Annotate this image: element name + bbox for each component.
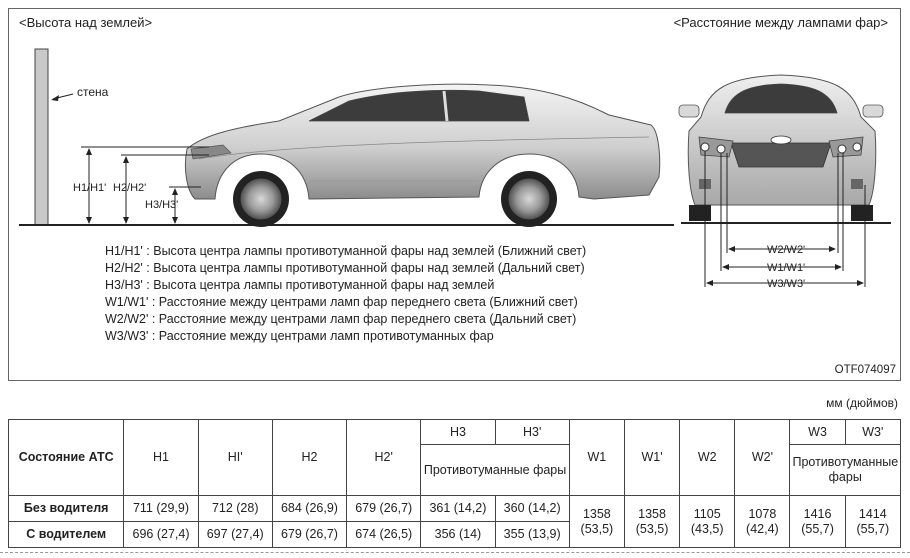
legend-item: W1/W1' : Расстояние между центрами ламп фар переднего света (Ближний свет) [105,295,578,309]
front-car [679,75,883,221]
col-h2p: H2' [347,420,421,496]
legend-item: H1/H1' : Высота центра лампы противотуманной фары над землей (Ближний свет) [105,244,587,258]
table-cell: 1078 (42,4) [735,496,790,548]
table-cell: 356 (14) [421,522,495,548]
table-cell: 697 (27,4) [198,522,272,548]
h2-label: H2/H2' [113,182,147,194]
table-cell: 696 (27,4) [124,522,198,548]
h1-label: H1/H1' [73,182,107,194]
table-cell: 679 (26,7) [347,496,421,522]
table-cell: 684 (26,9) [272,496,346,522]
figure-panel [8,8,901,381]
bottom-rule [0,552,910,553]
col-w2: W2 [680,420,735,496]
table-cell: 1416 (55,7) [790,496,845,548]
fog-header-w: Противотуманные фары [790,445,901,496]
table-cell: 355 (13,9) [495,522,569,548]
side-car [185,84,659,227]
legend [105,243,586,345]
legend-item: H2/H2' : Высота центра лампы противотуманной фары над землей (Дальний свет) [105,261,585,275]
table-cell: 1414 (55,7) [845,496,900,548]
h3-label: H3/H3' [145,199,179,211]
header-row-1 [9,420,901,445]
wall-pointer-arrow [51,95,59,101]
col-w2p: W2' [735,420,790,496]
col-w3p: W3' [845,420,900,445]
spec-table [8,419,901,548]
lamp-distance-title: <Расстояние между лампами фар> [673,15,888,30]
wall-label: стена [77,85,109,99]
col-h2: H2 [272,420,346,496]
table-cell: 1358 (53,5) [624,496,679,548]
w2-label: W2/W2' [767,244,806,256]
col-h3: H3 [421,420,495,445]
w3-label: W3/W3' [767,278,806,290]
table-cell: 711 (29,9) [124,496,198,522]
table-cell: 360 (14,2) [495,496,569,522]
table-cell: 712 (28) [198,496,272,522]
ground-height-title: <Высота над землей> [19,15,153,30]
state-header: Состояние АТС [9,420,124,496]
legend-item: W3/W3' : Расстояние между центрами ламп противотуманных фар [105,329,494,343]
table-cell: 1358 (53,5) [569,496,624,548]
col-hi: HI' [198,420,272,496]
table-cell: 674 (26,5) [347,522,421,548]
figure-code: OTF074097 [834,364,896,376]
table-cell: 679 (26,7) [272,522,346,548]
fog-header: Противотуманные фары [421,445,569,496]
table-cell: 1105 (43,5) [680,496,735,548]
wall [35,49,48,225]
unit-label: мм (дюймов) [826,396,898,410]
col-w1p: W1' [624,420,679,496]
table-cell: 361 (14,2) [421,496,495,522]
legend-item: H3/H3' : Высота центра лампы противотуманной фары над землей [105,278,495,292]
w1-label: W1/W1' [767,262,806,274]
legend-item: W2/W2' : Расстояние между центрами ламп фар переднего света (Дальний свет) [105,312,577,326]
col-h3p: H3' [495,420,569,445]
row-label: С водителем [9,522,124,548]
col-h1: H1 [124,420,198,496]
col-w1: W1 [569,420,624,496]
table-row [9,496,901,522]
row-label: Без водителя [9,496,124,522]
col-w3: W3 [790,420,845,445]
